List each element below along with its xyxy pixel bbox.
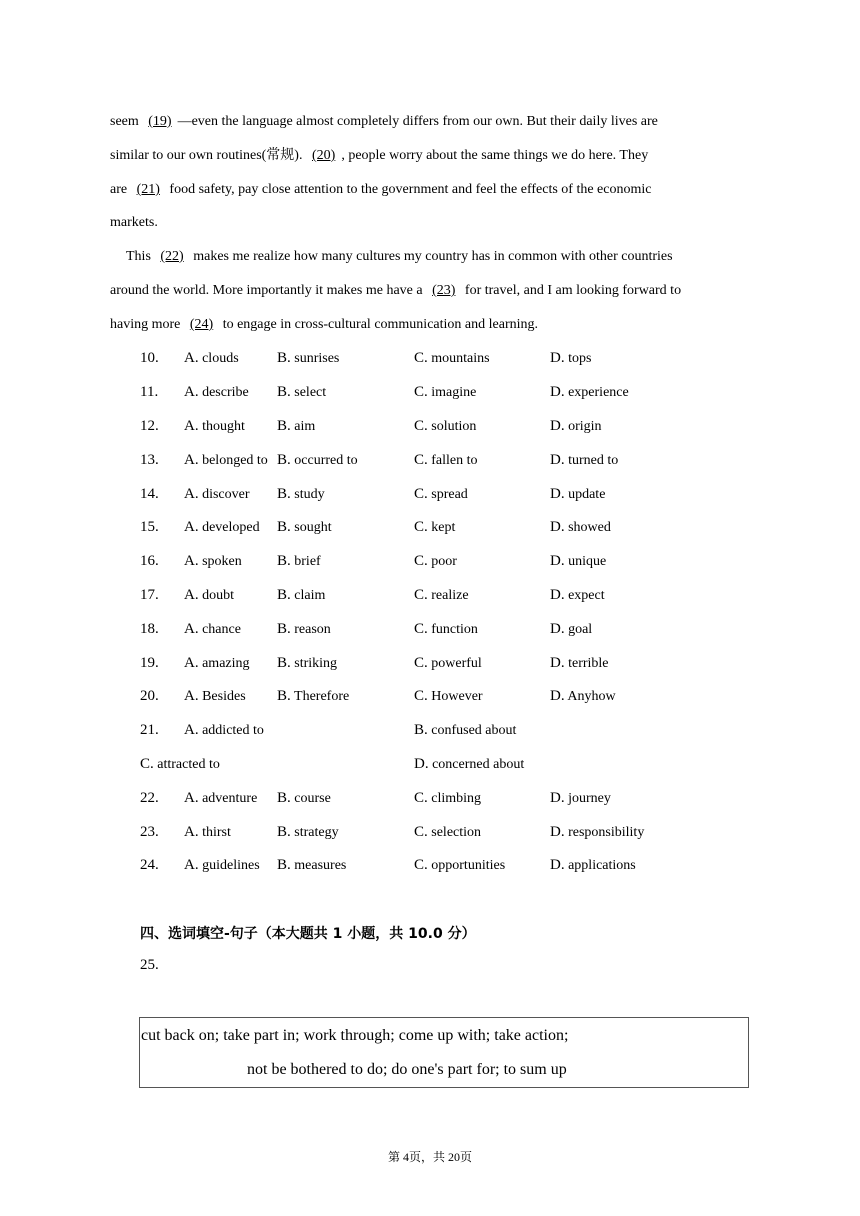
option-c: C. imagine [414,384,477,400]
option-c: C. function [414,621,478,637]
option-a: A. belonged to [184,452,268,468]
word-bank-line: cut back on; take part in; work through; come up with; take action; [141,1027,569,1044]
option-d: D. Anyhow [550,688,616,704]
option-b: B. sunrises [277,350,340,366]
option-a: A. guidelines [184,857,260,873]
option-c: C. fallen to [414,452,478,468]
blank-23: (23) [432,283,456,298]
option-d: D. terrible [550,655,609,671]
option-d: D. update [550,486,606,502]
option-c: C. poor [414,553,457,569]
option-d: D. origin [550,418,602,434]
passage-line: seem (19) —even the language almost completely differs from our own. But their daily lives are [110,112,658,132]
passage-line: around the world. More importantly it makes me have a (23) for travel, and I am looking forward to [110,281,681,301]
option-a: A. amazing [184,655,250,671]
option-a: A. Besides [184,688,246,704]
blank-19: (19) [148,114,172,129]
page-footer: 第 4页，共 20页 [387,1150,472,1164]
option-a: A. developed [184,519,260,535]
passage-line: This (22) makes me realize how many cultures my country has in common with other countries [126,247,673,267]
option-b: B. course [277,790,331,806]
document-page: seem (19) —even the language almost completely differs from our own. But their daily lives are similar to our own routines(常规). (20) , people worry about the same things we do here. They are (21) food safety, pay close attention to the government and feel the effects of the economic markets. This (22) makes me realize how many cultures my country has in common with other countries around the world. More importantly it makes me have a (23) for travel, and I am looking forward to having more (24) to engage in cross-cultural communication and learning. 10. A. clouds B. sunrises C. mountains D. tops 11. A. describe B. select C. imagine D. experience 12. A. thought B. aim C. solution D. origin 13. A. belonged to B. occurred to C. fallen to D. turned to 14. A. discover B. study C. spread D. update 15. A. developed B. sought C. kept D. showed 16. A. spoken B. brief C. poor D. unique 17. A. doubt B. claim C. realize D. expect 18. A. chance B. reason C. function D. goal 19. A. amazing B. striking C. powerful D. terrible 20. A. Besides B. Therefore C. However D. Anyhow 21. A. addicted to B. confused about C. attracted to D. concerned about 22. A. adventure B. course C. climbing D. journey 23. A. thirst B. strategy C. selection D. responsibility 24. A. guidelines B. measures C. opportunities D. applications 四、选词填空-句子（本大题共 1 小题，共 10.0 分） 25. cut back on; take part in; work through; come up with; take action; not be bothered to do; do one's part for; to sum up 第 4页，共 20页 [0,0,860,1216]
option-b: B. study [277,486,325,502]
passage-line: markets. [110,215,158,230]
option-a: A. addicted to [184,722,264,738]
option-a: A. describe [184,384,249,400]
option-b: B. brief [277,553,321,569]
option-b: B. Therefore [277,688,350,704]
word-bank-line: not be bothered to do; do one's part for; to sum up [247,1061,567,1078]
option-c: C. realize [414,587,469,603]
option-c: C. attracted to [140,756,220,772]
option-b: B. aim [277,418,316,434]
option-b: B. occurred to [277,452,358,468]
blank-20: (20) [311,148,336,163]
option-d: D. journey [550,790,611,806]
option-b: B. claim [277,587,326,603]
option-d: D. turned to [550,452,619,468]
option-c: C. mountains [414,350,490,366]
section-heading: 四、选词填空-句子（本大题共 1 小题，共 10.0 分） [140,926,476,942]
option-b: B. striking [277,655,338,671]
option-d: D. expect [550,587,605,603]
option-c: C. solution [414,418,477,434]
blank-22: (22) [160,249,184,264]
passage-line: having more (24) to engage in cross-cultural communication and learning. [110,315,538,335]
option-b: B. sought [277,519,332,535]
option-c: C. powerful [414,655,482,671]
option-a: A. adventure [184,790,258,806]
option-b: B. measures [277,857,347,873]
option-c: C. selection [414,824,482,840]
option-c: C. spread [414,486,468,502]
option-d: D. applications [550,857,636,873]
option-b: B. strategy [277,824,339,840]
option-b: B. select [277,384,327,400]
passage-line: similar to our own routines(常规). (20) , people worry about the same things we do here. They [110,146,648,166]
blank-24: (24) [189,317,214,332]
option-d: D. goal [550,621,593,637]
option-a: A. doubt [184,587,234,603]
option-c: C. opportunities [414,857,506,873]
option-b: B. reason [277,621,331,637]
option-a: A. chance [184,621,241,637]
option-b: B. confused about [414,722,517,738]
question-number: 25. [140,957,159,973]
option-c: C. climbing [414,790,482,806]
option-d: D. unique [550,553,607,569]
option-a: A. thirst [184,824,231,840]
option-d: D. tops [550,350,592,366]
word-bank-box [139,1017,749,1088]
option-d: D. experience [550,384,629,400]
option-a: A. discover [184,486,250,502]
option-c: C. However [414,688,483,704]
option-a: A. thought [184,418,245,434]
option-a: A. clouds [184,350,239,366]
option-d: D. concerned about [414,756,525,772]
option-d: D. responsibility [550,824,645,840]
passage-line: are (21) food safety, pay close attention to the government and feel the effects of the economic [110,180,651,200]
option-d: D. showed [550,519,611,535]
option-a: A. spoken [184,553,242,569]
blank-21: (21) [136,182,160,197]
option-c: C. kept [414,519,456,535]
